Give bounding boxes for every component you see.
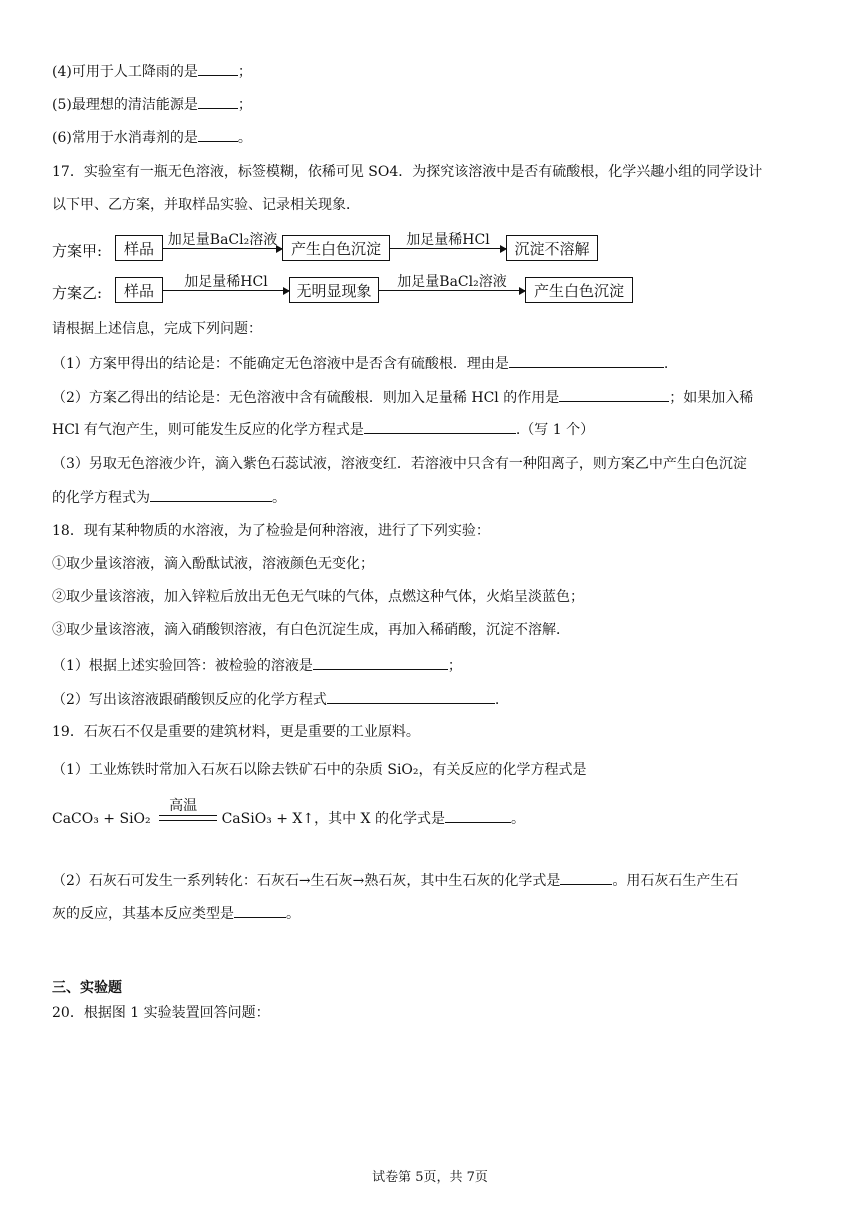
plan-b-arrow-2 [379, 274, 525, 291]
answer-blank[interactable] [509, 353, 664, 368]
page-footer: 试卷第 5页，共 7页 [372, 1170, 488, 1185]
equation-condition-sign [155, 798, 217, 823]
question-text: （2）写出该溶液跟硝酸钡反应的化学方程式 [52, 692, 327, 708]
question-16-item-5 [52, 94, 808, 115]
plan-a-box-sample: 样品 [115, 235, 163, 261]
answer-blank[interactable] [150, 487, 272, 502]
plan-a-arrow-1 [163, 232, 282, 249]
question-text: HCl 有气泡产生，则可能发生反应的化学方程式是 [52, 422, 364, 438]
question-text: ；如果加入稀 [669, 390, 754, 406]
question-text: (4)可用于人工降雨的是 [52, 64, 198, 80]
arrow-label: 加足量稀HCl [406, 232, 490, 248]
answer-blank[interactable] [445, 808, 511, 823]
answer-blank[interactable] [559, 387, 669, 402]
arrow-label: 加足量稀HCl [184, 274, 268, 290]
question-19-part-2-line2 [52, 903, 808, 924]
plan-b-box-result: 产生白色沉淀 [525, 277, 633, 303]
punctuation: 。 [510, 811, 525, 827]
answer-blank[interactable] [364, 419, 516, 434]
answer-blank[interactable] [198, 61, 238, 76]
plan-b-arrow-1 [163, 274, 289, 291]
question-text: 。用石灰石生产生石 [612, 873, 739, 889]
question-17-prompt: 请根据上述信息，完成下列问题： [52, 321, 262, 337]
question-20-stem: 20．根据图 1 实验装置回答问题： [52, 1005, 270, 1021]
question-18-stem: 18．现有某种物质的水溶液，为了检验是何种溶液，进行了下列实验： [52, 523, 490, 539]
chemical-equation [52, 798, 525, 828]
question-18-part-2 [52, 689, 808, 710]
question-17-part-2-line2 [52, 419, 808, 440]
answer-blank[interactable] [313, 655, 448, 670]
answer-blank[interactable] [234, 903, 286, 918]
punctuation: 。 [237, 130, 252, 146]
equation-products: CaSiO₃ + X↑ [221, 811, 315, 827]
arrow-label: 加足量BaCl₂溶液 [167, 232, 278, 248]
answer-blank[interactable] [198, 94, 238, 109]
punctuation: 。 [286, 906, 300, 922]
plan-a-label: 方案甲: [52, 242, 103, 260]
equation-condition: 高温 [169, 798, 198, 814]
answer-blank[interactable] [198, 127, 238, 142]
punctuation: ； [237, 64, 252, 80]
question-17-part-1 [52, 353, 808, 374]
question-text: 灰的反应，其基本反应类型是 [52, 906, 234, 922]
punctuation: . [663, 356, 669, 372]
question-17-stem-line2: 以下甲、乙方案，并取样品实验、记录相关现象． [52, 197, 360, 213]
question-text: 的化学方程式为 [52, 490, 150, 506]
question-16-item-4 [52, 61, 808, 82]
question-text: （2）石灰石可发生一系列转化：石灰石→生石灰→熟石灰，其中生石灰的化学式是 [52, 873, 561, 889]
question-17-stem-line1: 17．实验室有一瓶无色溶液，标签模糊，依稀可见 SO4．为探究该溶液中是否有硫酸根，化学兴趣小组的同学设计 [52, 164, 763, 180]
section-heading: 三、实验题 [52, 980, 122, 996]
question-text: ，其中 X 的化学式是 [314, 811, 445, 827]
plan-a-flowchart [52, 232, 672, 265]
plan-a-box-result: 沉淀不溶解 [506, 235, 598, 261]
question-17-part-2-line1 [52, 387, 808, 408]
answer-blank[interactable] [560, 870, 612, 885]
punctuation: ； [237, 97, 252, 113]
plan-b-box-sample: 样品 [115, 277, 163, 303]
plan-a-arrow-2 [390, 232, 506, 249]
question-text: (5)最理想的清洁能源是 [52, 97, 198, 113]
question-19-stem: 19．石灰石不仅是重要的建筑材料，更是重要的工业原料。 [52, 724, 420, 740]
arrow-label: 加足量BaCl₂溶液 [397, 274, 507, 290]
question-18-part-1 [52, 655, 808, 676]
question-19-part-2-line1 [52, 870, 808, 891]
question-text: (6)常用于水消毒剂的是 [52, 130, 198, 146]
question-18-step-2: ②取少量该溶液，加入锌粒后放出无色无气味的气体，点燃这种气体，火焰呈淡蓝色； [52, 589, 584, 605]
equation-reactants: CaCO₃ + SiO₂ [52, 811, 151, 827]
plan-b-label: 方案乙: [52, 284, 103, 302]
equals-sign [159, 815, 217, 821]
plan-a-box-precipitate: 产生白色沉淀 [282, 235, 390, 261]
plan-b-flowchart [52, 274, 672, 307]
punctuation: 。 [272, 490, 286, 506]
question-text: （1）方案甲得出的结论是：不能确定无色溶液中是否含有硫酸根．理由是 [52, 356, 509, 372]
question-18-step-3: ③取少量该溶液，滴入硝酸钡溶液，有白色沉淀生成，再加入稀硝酸，沉淀不溶解． [52, 622, 570, 638]
punctuation: . [494, 692, 500, 708]
question-17-part-3-line1: （3）另取无色溶液少许，滴入紫色石蕊试液，溶液变红．若溶液中只含有一种阳离子，则方案乙中产生白色沉淀 [52, 456, 747, 472]
question-19-part-1: （1）工业炼铁时常加入石灰石以除去铁矿石中的杂质 SiO₂，有关反应的化学方程式是 [52, 762, 587, 778]
question-text: .（写 1 个） [515, 422, 595, 438]
plan-b-box-no-change: 无明显现象 [289, 277, 379, 303]
question-16-item-6 [52, 127, 808, 148]
punctuation: ； [447, 658, 462, 674]
question-17-part-3-line2 [52, 487, 808, 508]
question-18-step-1: ①取少量该溶液，滴入酚酞试液，溶液颜色无变化； [52, 556, 374, 572]
question-text: （2）方案乙得出的结论是：无色溶液中含有硫酸根．则加入足量稀 HCl 的作用是 [52, 390, 560, 406]
question-text: （1）根据上述实验回答：被检验的溶液是 [52, 658, 313, 674]
answer-blank[interactable] [327, 689, 495, 704]
